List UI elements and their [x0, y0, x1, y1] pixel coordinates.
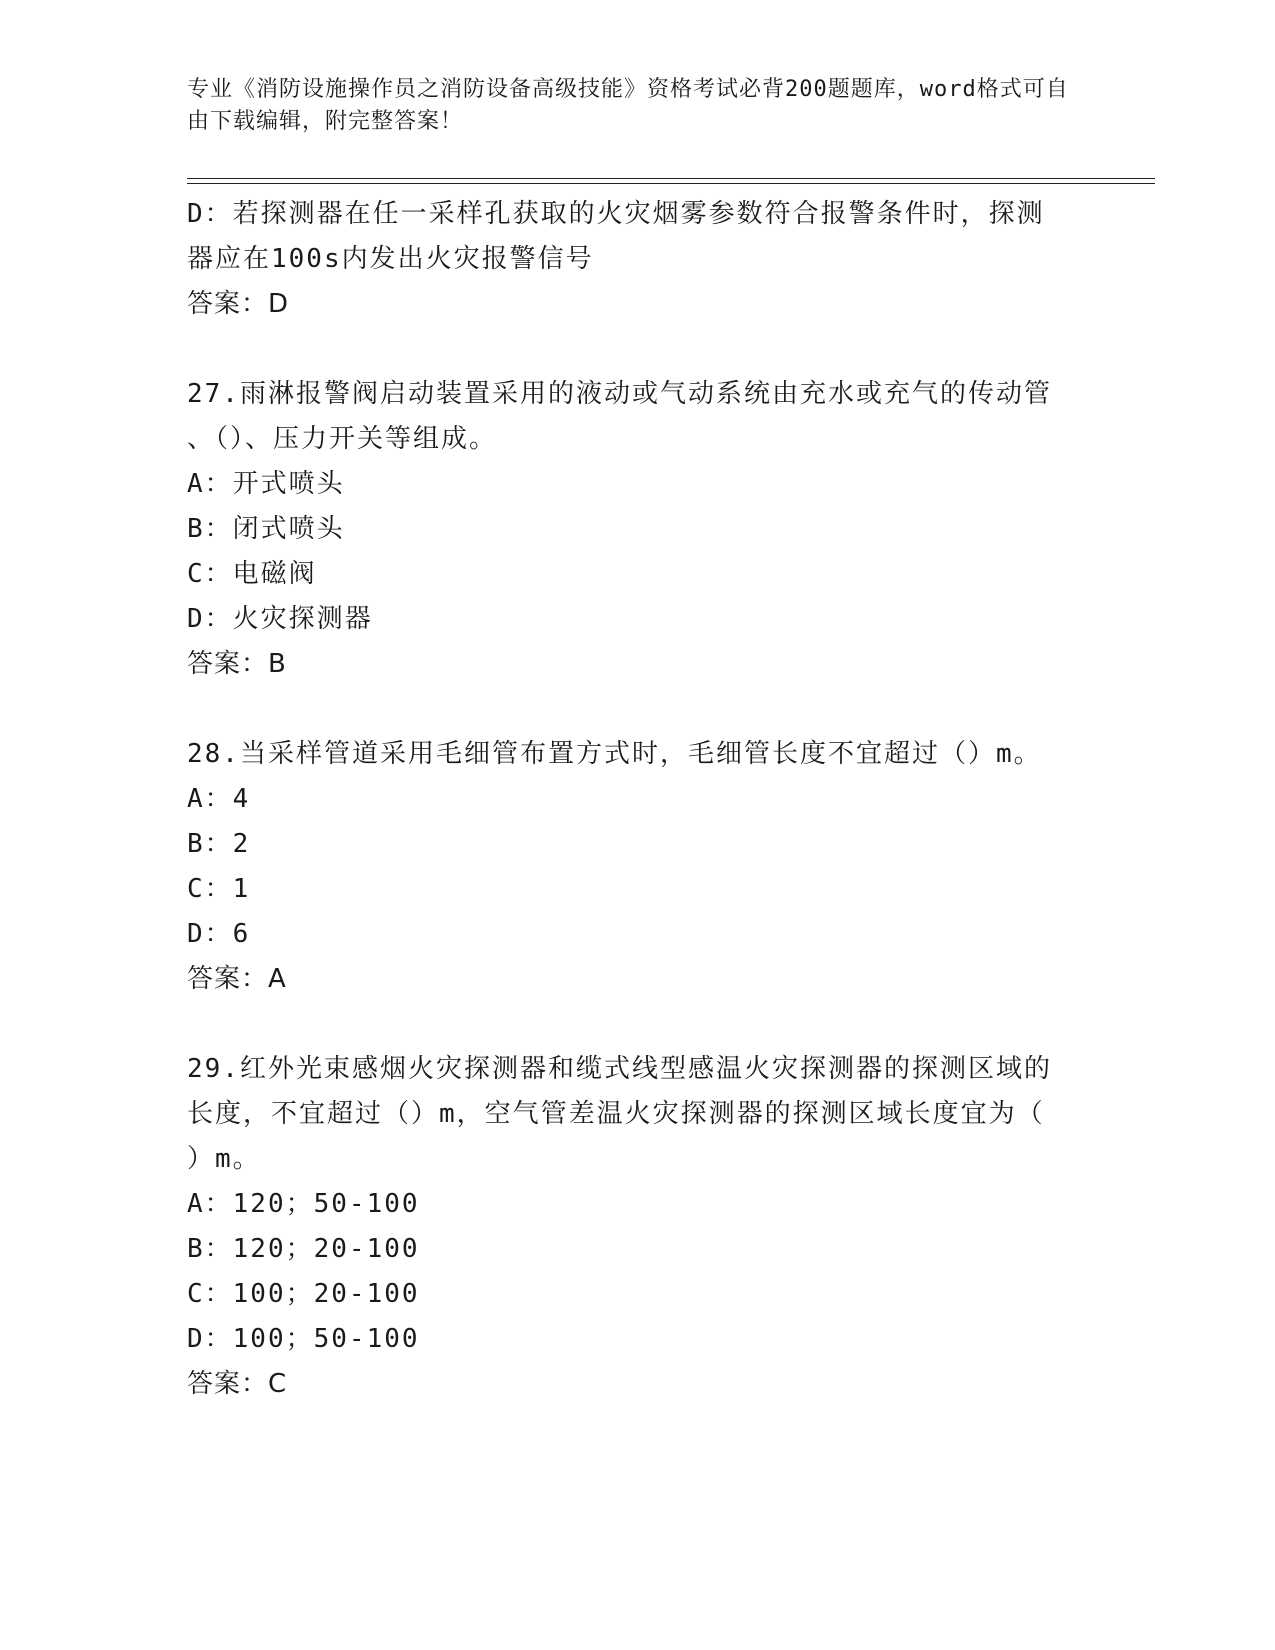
option-d: D：6 [187, 919, 251, 949]
spacer [187, 327, 1087, 372]
option-b: B：闭式喷头 [187, 514, 345, 544]
question-text: 27.雨淋报警阀启动装置采用的液动或气动系统由充水或充气的传动管 [187, 379, 1052, 409]
option-b: B：120；20-100 [187, 1234, 420, 1264]
answer-line: 答案：B [187, 649, 287, 679]
question-28 [187, 732, 1087, 1002]
spacer [187, 687, 1087, 732]
option-b: B：2 [187, 829, 251, 859]
header-rule-top [187, 178, 1155, 179]
question-text-continued: 长度，不宜超过（）m，空气管差温火灾探测器的探测区域长度宜为（ [187, 1099, 1045, 1129]
document-header: 专业《消防设施操作员之消防设备高级技能》资格考试必背200题题库，word格式可自由下载编辑，附完整答案！ [187, 77, 1069, 134]
option-c: C：电磁阀 [187, 559, 317, 589]
question-text: 28.当采样管道采用毛细管布置方式时，毛细管长度不宜超过（）m。 [187, 739, 1042, 769]
question-27 [187, 372, 1087, 687]
option-c: C：1 [187, 874, 251, 904]
answer-line: 答案：C [187, 1369, 288, 1399]
question-text-continued: ）m。 [187, 1144, 261, 1174]
option-d: D：若探测器在任一采样孔获取的火灾烟雾参数符合报警条件时，探测 [187, 199, 1045, 229]
option-a: A：开式喷头 [187, 469, 345, 499]
question-29 [187, 1047, 1087, 1407]
option-d-continued: 器应在100s内发出火灾报警信号 [187, 244, 594, 274]
answer-line: 答案：A [187, 964, 287, 994]
document-body [187, 192, 1087, 1407]
header-rule-bottom [187, 183, 1155, 184]
option-d: D：100；50-100 [187, 1324, 420, 1354]
spacer [187, 1002, 1087, 1047]
option-c: C：100；20-100 [187, 1279, 420, 1309]
option-a: A：120；50-100 [187, 1189, 420, 1219]
option-a: A：4 [187, 784, 251, 814]
question-text-continued: 、（）、压力开关等组成。 [187, 424, 498, 454]
option-d: D：火灾探测器 [187, 604, 373, 634]
question-26-tail [187, 192, 1087, 327]
answer-line: 答案：D [187, 289, 290, 319]
question-text: 29.红外光束感烟火灾探测器和缆式线型感温火灾探测器的探测区域的 [187, 1054, 1052, 1084]
